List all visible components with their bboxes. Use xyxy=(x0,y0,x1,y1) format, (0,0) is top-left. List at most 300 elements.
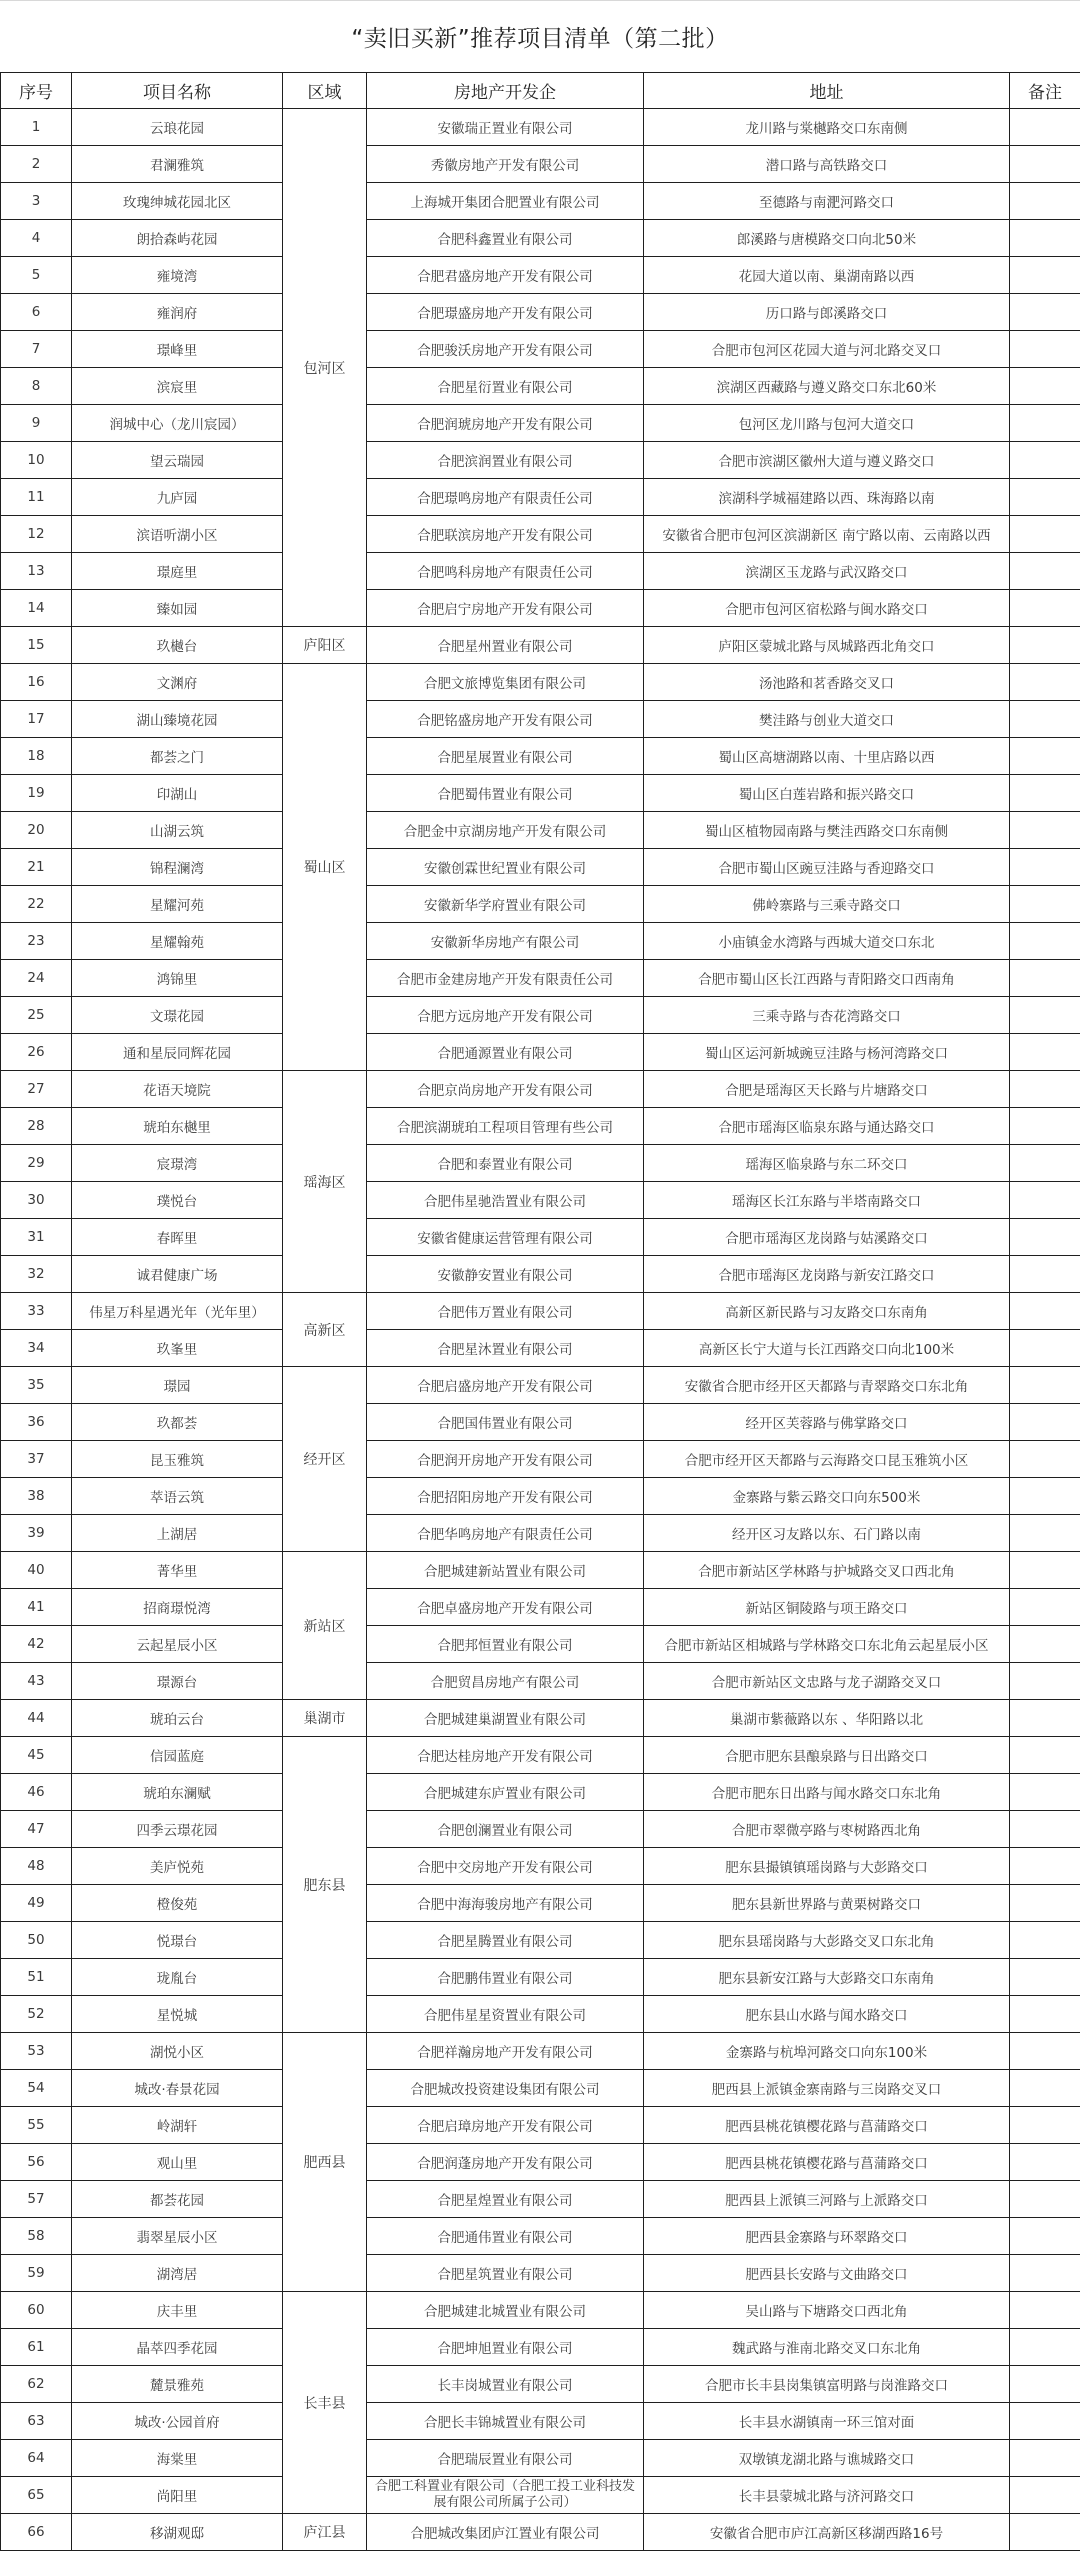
cell-project-name: 诚君健康广场 xyxy=(72,1256,283,1293)
cell-developer: 合肥城改集团庐江置业有限公司 xyxy=(367,2514,644,2551)
cell-address: 合肥市蜀山区豌豆洼路与香迎路交口 xyxy=(644,849,1010,886)
cell-address: 合肥市新站区相城路与学林路交口东北角云起星辰小区 xyxy=(644,1626,1010,1663)
cell-remark xyxy=(1010,2440,1080,2477)
cell-region: 庐江县 xyxy=(283,2514,367,2551)
cell-project-name: 美庐悦苑 xyxy=(72,1848,283,1885)
cell-developer: 合肥市金建房地产开发有限责任公司 xyxy=(367,960,644,997)
cell-project-name: 菁华里 xyxy=(72,1552,283,1589)
cell-address: 肥西县桃花镇樱花路与菖蒲路交口 xyxy=(644,2107,1010,2144)
cell-remark xyxy=(1010,1811,1080,1848)
table-row xyxy=(1,1996,1080,2033)
table-row xyxy=(1,664,1080,701)
cell-address: 花园大道以南、巢湖南路以西 xyxy=(644,257,1010,294)
cell-project-name: 玖樾台 xyxy=(72,627,283,664)
cell-project-name: 印湖山 xyxy=(72,775,283,812)
cell-project-name: 琥珀云台 xyxy=(72,1700,283,1737)
cell-address: 佛岭寨路与三乘寺路交口 xyxy=(644,886,1010,923)
table-body xyxy=(1,109,1080,2551)
cell-region: 肥东县 xyxy=(283,1737,367,2033)
page-title: “卖旧买新”推荐项目清单（第二批） xyxy=(351,26,729,52)
cell-project-name: 滨语听湖小区 xyxy=(72,516,283,553)
cell-project-name: 山湖云筑 xyxy=(72,812,283,849)
cell-project-name: 萃语云筑 xyxy=(72,1478,283,1515)
cell-remark xyxy=(1010,294,1080,331)
cell-no: 28 xyxy=(1,1108,72,1145)
table-row xyxy=(1,1145,1080,1182)
cell-project-name: 湖悦小区 xyxy=(72,2033,283,2070)
cell-address: 合肥市包河区花园大道与河北路交叉口 xyxy=(644,331,1010,368)
cell-project-name: 润城中心（龙川宸园） xyxy=(72,405,283,442)
cell-project-name: 悦璟台 xyxy=(72,1922,283,1959)
cell-project-name: 上湖居 xyxy=(72,1515,283,1552)
cell-developer: 合肥达桂房地产开发有限公司 xyxy=(367,1737,644,1774)
cell-no: 50 xyxy=(1,1922,72,1959)
cell-project-name: 尚阳里 xyxy=(72,2477,283,2514)
table-row xyxy=(1,812,1080,849)
cell-address: 巢湖市紫薇路以东 、华阳路以北 xyxy=(644,1700,1010,1737)
table-row xyxy=(1,738,1080,775)
cell-address: 肥西县桃花镇樱花路与菖蒲路交口 xyxy=(644,2144,1010,2181)
cell-remark xyxy=(1010,1737,1080,1774)
cell-remark xyxy=(1010,1848,1080,1885)
table-row xyxy=(1,146,1080,183)
table-row xyxy=(1,2181,1080,2218)
cell-address: 肥东县山水路与闻水路交口 xyxy=(644,1996,1010,2033)
cell-developer: 合肥伟星驰浩置业有限公司 xyxy=(367,1182,644,1219)
cell-developer: 合肥中交房地产开发有限公司 xyxy=(367,1848,644,1885)
cell-developer: 合肥伟星星资置业有限公司 xyxy=(367,1996,644,2033)
cell-project-name: 星耀河苑 xyxy=(72,886,283,923)
cell-developer: 合肥瑞辰置业有限公司 xyxy=(367,2440,644,2477)
cell-no: 20 xyxy=(1,812,72,849)
header-developer: 房地产开发企 xyxy=(367,73,644,109)
table-row xyxy=(1,1848,1080,1885)
cell-developer: 长丰岗城置业有限公司 xyxy=(367,2366,644,2403)
cell-address: 肥东县新安江路与大彭路交口东南角 xyxy=(644,1959,1010,1996)
cell-developer: 合肥祥瀚房地产开发有限公司 xyxy=(367,2033,644,2070)
cell-no: 30 xyxy=(1,1182,72,1219)
cell-developer: 安徽新华房地产有限公司 xyxy=(367,923,644,960)
table-row xyxy=(1,2366,1080,2403)
table-row xyxy=(1,405,1080,442)
cell-developer: 合肥启盛房地产开发有限公司 xyxy=(367,1367,644,1404)
cell-region: 蜀山区 xyxy=(283,664,367,1071)
cell-no: 6 xyxy=(1,294,72,331)
cell-remark xyxy=(1010,1959,1080,1996)
cell-developer: 合肥通源置业有限公司 xyxy=(367,1034,644,1071)
cell-remark xyxy=(1010,1293,1080,1330)
table-row xyxy=(1,1478,1080,1515)
table-header xyxy=(1,73,1080,109)
cell-no: 2 xyxy=(1,146,72,183)
cell-developer: 上海城开集团合肥置业有限公司 xyxy=(367,183,644,220)
cell-region: 长丰县 xyxy=(283,2292,367,2514)
table-row xyxy=(1,1626,1080,1663)
cell-no: 53 xyxy=(1,2033,72,2070)
cell-developer: 合肥星州置业有限公司 xyxy=(367,627,644,664)
cell-project-name: 橙俊苑 xyxy=(72,1885,283,1922)
cell-no: 51 xyxy=(1,1959,72,1996)
table-row xyxy=(1,2107,1080,2144)
cell-remark xyxy=(1010,516,1080,553)
table-row xyxy=(1,2144,1080,2181)
cell-no: 23 xyxy=(1,923,72,960)
table-row xyxy=(1,2292,1080,2329)
cell-address: 长丰县蒙城北路与济河路交口 xyxy=(644,2477,1010,2514)
cell-region: 包河区 xyxy=(283,109,367,627)
cell-address: 蜀山区高塘湖路以南、十里店路以西 xyxy=(644,738,1010,775)
cell-no: 21 xyxy=(1,849,72,886)
cell-address: 合肥市新站区文忠路与龙子湖路交叉口 xyxy=(644,1663,1010,1700)
cell-address: 肥西县金寨路与环翠路交口 xyxy=(644,2218,1010,2255)
cell-remark xyxy=(1010,1071,1080,1108)
cell-developer: 合肥铭盛房地产开发有限公司 xyxy=(367,701,644,738)
cell-no: 22 xyxy=(1,886,72,923)
cell-no: 58 xyxy=(1,2218,72,2255)
table-row xyxy=(1,1071,1080,1108)
cell-remark xyxy=(1010,553,1080,590)
table-row xyxy=(1,997,1080,1034)
cell-region: 新站区 xyxy=(283,1552,367,1700)
cell-project-name: 昆玉雅筑 xyxy=(72,1441,283,1478)
cell-remark xyxy=(1010,997,1080,1034)
cell-region: 庐阳区 xyxy=(283,627,367,664)
table-row xyxy=(1,1182,1080,1219)
table-row xyxy=(1,516,1080,553)
cell-remark xyxy=(1010,257,1080,294)
table-row xyxy=(1,368,1080,405)
cell-no: 13 xyxy=(1,553,72,590)
cell-address: 肥西县上派镇金寨南路与三岗路交叉口 xyxy=(644,2070,1010,2107)
cell-address: 合肥市长丰县岗集镇富明路与岗淮路交口 xyxy=(644,2366,1010,2403)
table-row xyxy=(1,220,1080,257)
cell-remark xyxy=(1010,1885,1080,1922)
table-row xyxy=(1,479,1080,516)
cell-address: 安徽省合肥市经开区天都路与青翠路交口东北角 xyxy=(644,1367,1010,1404)
cell-remark xyxy=(1010,1774,1080,1811)
cell-project-name: 岭湖轩 xyxy=(72,2107,283,2144)
cell-project-name: 璟源台 xyxy=(72,1663,283,1700)
cell-remark xyxy=(1010,627,1080,664)
cell-remark xyxy=(1010,2366,1080,2403)
cell-no: 29 xyxy=(1,1145,72,1182)
cell-address: 高新区长宁大道与长江西路交口向北100米 xyxy=(644,1330,1010,1367)
table-row xyxy=(1,1737,1080,1774)
cell-project-name: 通和星辰同辉花园 xyxy=(72,1034,283,1071)
cell-remark xyxy=(1010,1441,1080,1478)
cell-developer: 合肥璟盛房地产开发有限公司 xyxy=(367,294,644,331)
table-row xyxy=(1,1589,1080,1626)
cell-project-name: 云起星辰小区 xyxy=(72,1626,283,1663)
cell-project-name: 云琅花园 xyxy=(72,109,283,146)
cell-developer: 合肥润开房地产开发有限公司 xyxy=(367,1441,644,1478)
cell-remark xyxy=(1010,442,1080,479)
table-row xyxy=(1,1441,1080,1478)
cell-no: 4 xyxy=(1,220,72,257)
cell-project-name: 庆丰里 xyxy=(72,2292,283,2329)
cell-no: 43 xyxy=(1,1663,72,1700)
cell-developer: 合肥蜀伟置业有限公司 xyxy=(367,775,644,812)
cell-developer: 安徽省健康运营管理有限公司 xyxy=(367,1219,644,1256)
cell-no: 38 xyxy=(1,1478,72,1515)
cell-region: 高新区 xyxy=(283,1293,367,1367)
cell-developer: 安徽新华学府置业有限公司 xyxy=(367,886,644,923)
cell-project-name: 璟峰里 xyxy=(72,331,283,368)
table-row xyxy=(1,1330,1080,1367)
table-row xyxy=(1,960,1080,997)
cell-no: 27 xyxy=(1,1071,72,1108)
cell-no: 26 xyxy=(1,1034,72,1071)
cell-address: 合肥市滨湖区徽州大道与遵义路交口 xyxy=(644,442,1010,479)
cell-developer: 合肥骏沃房地产开发有限公司 xyxy=(367,331,644,368)
cell-address: 合肥市瑶海区龙岗路与姑溪路交口 xyxy=(644,1219,1010,1256)
table-row xyxy=(1,1108,1080,1145)
cell-project-name: 伟星万科星遇光年（光年里） xyxy=(72,1293,283,1330)
cell-project-name: 城改·春景花园 xyxy=(72,2070,283,2107)
cell-no: 9 xyxy=(1,405,72,442)
cell-no: 25 xyxy=(1,997,72,1034)
cell-developer: 合肥工科置业有限公司（合肥工投工业科技发展有限公司所属子公司） xyxy=(367,2477,644,2514)
table-row xyxy=(1,2033,1080,2070)
table-row xyxy=(1,590,1080,627)
table-row xyxy=(1,294,1080,331)
cell-project-name: 君澜雅筑 xyxy=(72,146,283,183)
cell-address: 合肥市瑶海区临泉东路与通达路交口 xyxy=(644,1108,1010,1145)
cell-developer: 合肥城建北城置业有限公司 xyxy=(367,2292,644,2329)
cell-address: 长丰县水湖镇南一环三馆对面 xyxy=(644,2403,1010,2440)
cell-developer: 合肥伟万置业有限公司 xyxy=(367,1293,644,1330)
cell-address: 合肥市蜀山区长江西路与青阳路交口西南角 xyxy=(644,960,1010,997)
cell-remark xyxy=(1010,2514,1080,2551)
cell-address: 合肥市瑶海区龙岗路与新安江路交口 xyxy=(644,1256,1010,1293)
cell-project-name: 玖峯里 xyxy=(72,1330,283,1367)
cell-project-name: 鸿锦里 xyxy=(72,960,283,997)
cell-address: 郎溪路与唐模路交口向北50米 xyxy=(644,220,1010,257)
cell-remark xyxy=(1010,1515,1080,1552)
cell-address: 合肥市肥东日出路与闻水路交口东北角 xyxy=(644,1774,1010,1811)
cell-project-name: 海棠里 xyxy=(72,2440,283,2477)
cell-no: 12 xyxy=(1,516,72,553)
cell-address: 滨湖科学城福建路以西、珠海路以南 xyxy=(644,479,1010,516)
cell-no: 32 xyxy=(1,1256,72,1293)
cell-no: 11 xyxy=(1,479,72,516)
cell-no: 31 xyxy=(1,1219,72,1256)
cell-developer: 合肥城建巢湖置业有限公司 xyxy=(367,1700,644,1737)
cell-remark xyxy=(1010,220,1080,257)
cell-remark xyxy=(1010,109,1080,146)
cell-no: 18 xyxy=(1,738,72,775)
table-row xyxy=(1,1959,1080,1996)
cell-no: 61 xyxy=(1,2329,72,2366)
cell-remark xyxy=(1010,960,1080,997)
cell-project-name: 琥珀东澜赋 xyxy=(72,1774,283,1811)
cell-address: 蜀山区植物园南路与樊洼西路交口东南侧 xyxy=(644,812,1010,849)
cell-developer: 合肥华鸣房地产有限责任公司 xyxy=(367,1515,644,1552)
cell-address: 合肥市翠微亭路与枣树路西北角 xyxy=(644,1811,1010,1848)
cell-project-name: 珑胤台 xyxy=(72,1959,283,1996)
cell-project-name: 玫瑰绅城花园北区 xyxy=(72,183,283,220)
header-address: 地址 xyxy=(644,73,1010,109)
cell-project-name: 城改·公园首府 xyxy=(72,2403,283,2440)
cell-no: 60 xyxy=(1,2292,72,2329)
cell-remark xyxy=(1010,1330,1080,1367)
cell-project-name: 锦程澜湾 xyxy=(72,849,283,886)
cell-no: 35 xyxy=(1,1367,72,1404)
cell-region: 经开区 xyxy=(283,1367,367,1552)
cell-address: 安徽省合肥市庐江高新区移湖西路16号 xyxy=(644,2514,1010,2551)
cell-remark xyxy=(1010,812,1080,849)
header-no: 序号 xyxy=(1,73,72,109)
cell-remark xyxy=(1010,1663,1080,1700)
cell-no: 42 xyxy=(1,1626,72,1663)
cell-remark xyxy=(1010,886,1080,923)
cell-project-name: 晶萃四季花园 xyxy=(72,2329,283,2366)
cell-remark xyxy=(1010,1552,1080,1589)
cell-region: 肥西县 xyxy=(283,2033,367,2292)
cell-project-name: 九庐园 xyxy=(72,479,283,516)
cell-remark xyxy=(1010,1219,1080,1256)
cell-project-name: 湖湾居 xyxy=(72,2255,283,2292)
table-row xyxy=(1,627,1080,664)
cell-remark xyxy=(1010,1256,1080,1293)
cell-no: 10 xyxy=(1,442,72,479)
cell-remark xyxy=(1010,2107,1080,2144)
cell-project-name: 花语天境院 xyxy=(72,1071,283,1108)
cell-developer: 合肥君盛房地产开发有限公司 xyxy=(367,257,644,294)
table-row xyxy=(1,1256,1080,1293)
cell-no: 36 xyxy=(1,1404,72,1441)
cell-remark xyxy=(1010,2255,1080,2292)
table-row xyxy=(1,331,1080,368)
cell-remark xyxy=(1010,2292,1080,2329)
table-row xyxy=(1,1663,1080,1700)
table-row xyxy=(1,886,1080,923)
cell-project-name: 朗拾森屿花园 xyxy=(72,220,283,257)
cell-remark xyxy=(1010,701,1080,738)
cell-address: 滨湖区西藏路与遵义路交口东北60米 xyxy=(644,368,1010,405)
cell-no: 24 xyxy=(1,960,72,997)
table-row xyxy=(1,1700,1080,1737)
cell-no: 66 xyxy=(1,2514,72,2551)
table-row xyxy=(1,2329,1080,2366)
cell-developer: 合肥城改投资建设集团有限公司 xyxy=(367,2070,644,2107)
cell-no: 3 xyxy=(1,183,72,220)
cell-project-name: 湖山臻境花园 xyxy=(72,701,283,738)
cell-no: 47 xyxy=(1,1811,72,1848)
cell-developer: 合肥文旅博览集团有限公司 xyxy=(367,664,644,701)
cell-no: 41 xyxy=(1,1589,72,1626)
cell-remark xyxy=(1010,590,1080,627)
cell-address: 肥西县上派镇三河路与上派路交口 xyxy=(644,2181,1010,2218)
cell-project-name: 璟园 xyxy=(72,1367,283,1404)
table-row xyxy=(1,1293,1080,1330)
cell-address: 肥东县瑶岗路与大彭路交叉口东北角 xyxy=(644,1922,1010,1959)
cell-project-name: 都荟之门 xyxy=(72,738,283,775)
cell-no: 37 xyxy=(1,1441,72,1478)
cell-developer: 合肥鸣科房地产有限责任公司 xyxy=(367,553,644,590)
cell-developer: 安徽静安置业有限公司 xyxy=(367,1256,644,1293)
cell-address: 包河区龙川路与包河大道交口 xyxy=(644,405,1010,442)
cell-project-name: 都荟花园 xyxy=(72,2181,283,2218)
cell-developer: 安徽瑞正置业有限公司 xyxy=(367,109,644,146)
cell-address: 潜口路与高铁路交口 xyxy=(644,146,1010,183)
cell-developer: 合肥星煌置业有限公司 xyxy=(367,2181,644,2218)
table-row xyxy=(1,109,1080,146)
cell-remark xyxy=(1010,2033,1080,2070)
cell-remark xyxy=(1010,738,1080,775)
cell-remark xyxy=(1010,1626,1080,1663)
cell-project-name: 翡翠星辰小区 xyxy=(72,2218,283,2255)
cell-region: 瑶海区 xyxy=(283,1071,367,1293)
table-row xyxy=(1,442,1080,479)
table-row xyxy=(1,1367,1080,1404)
cell-address: 滨湖区玉龙路与武汉路交口 xyxy=(644,553,1010,590)
cell-no: 1 xyxy=(1,109,72,146)
cell-project-name: 玖都荟 xyxy=(72,1404,283,1441)
cell-no: 15 xyxy=(1,627,72,664)
cell-address: 经开区习友路以东、石门路以南 xyxy=(644,1515,1010,1552)
cell-remark xyxy=(1010,1922,1080,1959)
cell-developer: 合肥中海海骏房地产有限公司 xyxy=(367,1885,644,1922)
table-row xyxy=(1,553,1080,590)
cell-address: 瑶海区临泉路与东二环交口 xyxy=(644,1145,1010,1182)
cell-developer: 合肥滨湖琥珀工程项目管理有些公司 xyxy=(367,1108,644,1145)
cell-no: 64 xyxy=(1,2440,72,2477)
cell-developer: 合肥招阳房地产开发有限公司 xyxy=(367,1478,644,1515)
table-row xyxy=(1,775,1080,812)
cell-remark xyxy=(1010,923,1080,960)
cell-remark xyxy=(1010,146,1080,183)
cell-project-name: 观山里 xyxy=(72,2144,283,2181)
cell-project-name: 春晖里 xyxy=(72,1219,283,1256)
cell-remark xyxy=(1010,1996,1080,2033)
cell-no: 62 xyxy=(1,2366,72,2403)
cell-developer: 合肥坤旭置业有限公司 xyxy=(367,2329,644,2366)
table-row xyxy=(1,1034,1080,1071)
cell-project-name: 四季云璟花园 xyxy=(72,1811,283,1848)
title-bar xyxy=(0,0,1080,72)
cell-address: 合肥市肥东县酿泉路与日出路交口 xyxy=(644,1737,1010,1774)
cell-project-name: 雍润府 xyxy=(72,294,283,331)
cell-developer: 合肥润蓬房地产开发有限公司 xyxy=(367,2144,644,2181)
cell-address: 合肥市包河区宿松路与闽水路交口 xyxy=(644,590,1010,627)
cell-developer: 合肥联滨房地产开发有限公司 xyxy=(367,516,644,553)
cell-developer: 合肥润琥房地产开发有限公司 xyxy=(367,405,644,442)
table-row xyxy=(1,1885,1080,1922)
cell-project-name: 信园蓝庭 xyxy=(72,1737,283,1774)
table-row xyxy=(1,2255,1080,2292)
cell-project-name: 璞悦台 xyxy=(72,1182,283,1219)
header-remark: 备注 xyxy=(1010,73,1080,109)
cell-developer: 合肥方远房地产开发有限公司 xyxy=(367,997,644,1034)
cell-no: 40 xyxy=(1,1552,72,1589)
cell-address: 安徽省合肥市包河区滨湖新区 南宁路以南、云南路以西 xyxy=(644,516,1010,553)
cell-project-name: 璟庭里 xyxy=(72,553,283,590)
cell-project-name: 文渊府 xyxy=(72,664,283,701)
cell-remark xyxy=(1010,1108,1080,1145)
cell-developer: 合肥国伟置业有限公司 xyxy=(367,1404,644,1441)
cell-remark xyxy=(1010,1589,1080,1626)
cell-address: 合肥是瑶海区天长路与片塘路交口 xyxy=(644,1071,1010,1108)
cell-developer: 合肥京尚房地产开发有限公司 xyxy=(367,1071,644,1108)
cell-developer: 合肥星沐置业有限公司 xyxy=(367,1330,644,1367)
cell-no: 33 xyxy=(1,1293,72,1330)
cell-developer: 合肥星展置业有限公司 xyxy=(367,738,644,775)
cell-no: 7 xyxy=(1,331,72,368)
cell-no: 48 xyxy=(1,1848,72,1885)
cell-remark xyxy=(1010,1404,1080,1441)
cell-developer: 合肥城建东庐置业有限公司 xyxy=(367,1774,644,1811)
